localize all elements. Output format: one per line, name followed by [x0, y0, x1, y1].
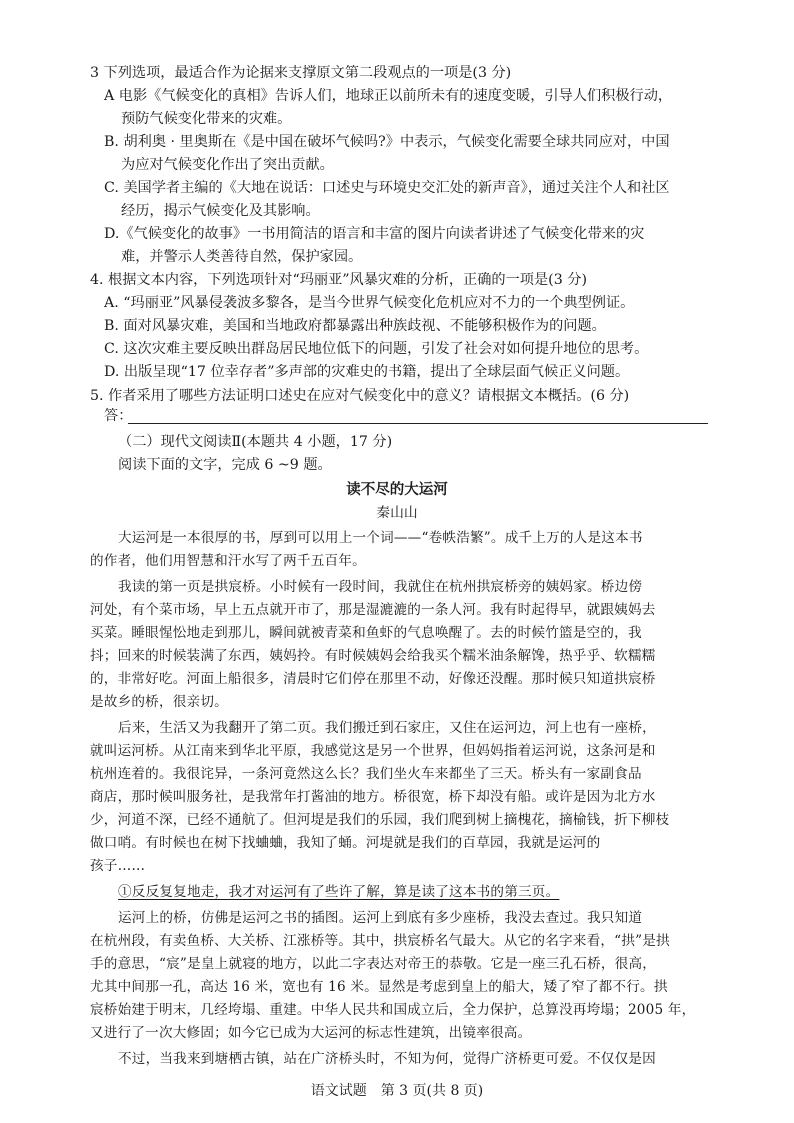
- passage-line: 宸桥始建于明末，几经垮塌、重建。中华人民共和国成立后，全力保护，总算没再垮塌；2005 年，: [90, 1002, 696, 1018]
- passage-line: 的，非常好吃。河面上船很多，清晨时它们停在那里不动，好像还没醒。那时候只知道拱宸桥: [90, 671, 656, 687]
- passage-line: 抖；回来的时候装满了东西，姨妈拎。有时候姨妈会给我买个糯米油条解馋，热乎乎、软糯糯: [90, 648, 656, 664]
- passage-title: 读不尽的大运河: [346, 481, 448, 498]
- question-3-option-d-cont: 难，并警示人类善待自然，保护家园。: [121, 249, 363, 265]
- passage-line: 后来，生活又为我翻开了第二页。我们搬迁到石家庄，又住在运河边，河上也有一座桥，: [118, 720, 656, 736]
- passage-line: 我读的第一页是拱宸桥。小时候有一段时间，我就住在杭州拱宸桥旁的姨妈家。桥边傍: [118, 579, 643, 595]
- passage-line: 的作者，他们用智慧和汗水写了两千五百年。: [90, 553, 366, 569]
- passage-line: 尤其中间那一孔，高达 16 米，宽也有 16 米。显然是考虑到皇上的船大，矮了窄了都不行。拱: [90, 979, 668, 995]
- page-footer: 语文试题 第 3 页(共 8 页): [310, 1083, 484, 1099]
- question-3-option-a-cont: 预防气候变化带来的灾难。: [121, 111, 292, 127]
- question-5-stem: 5. 作者采用了哪些方法证明口述史在应对气候变化中的意义？请根据文本概括。(6 分): [90, 388, 630, 404]
- underlined-sentence-1: ①反反复复地走，我才对运河有了些许了解，算是读了这本书的第三页。: [118, 884, 560, 900]
- question-3-option-b-cont: 为应对气候变化作出了突出贡献。: [121, 157, 334, 173]
- question-3-option-d: D.《气候变化的故事》一书用简洁的语言和丰富的图片向读者讲述了气候变化带来的灾: [104, 226, 645, 242]
- passage-line: 运河上的桥，仿佛是运河之书的插图。运河上到底有多少座桥，我没去查过。我只知道: [118, 910, 643, 926]
- passage-author: 秦山山: [376, 505, 418, 521]
- passage-line: 又进行了一次大修固；如今它已成为大运河的标志性建筑，出镜率很高。: [90, 1025, 532, 1041]
- question-4-option-d: D. 出版呈现“17 位幸存者”多声部的灾难史的书籍，提出了全球层面气候正义问题。: [104, 364, 630, 380]
- passage-line: 河处，有个菜市场，早上五点就开市了，那是湿漉漉的一条人河。我有时起得早，就跟姨妈去: [90, 602, 656, 618]
- passage-line: 商店，那时候叫服务社，是我常年打酱油的地方。桥很宽，桥下却没有船。或许是因为北方水: [90, 789, 656, 805]
- question-3-option-a: A 电影《气候变化的真相》告诉人们，地球正以前所未有的速度变暖，引导人们积极行动，: [104, 88, 673, 104]
- question-3-option-c: C. 美国学者主编的《大地在说话：口述史与环境史交汇处的新声音》，通过关注个人和社区: [104, 180, 670, 196]
- passage-line: 手的意思，“宸”是皇上就寝的地方，以此二字表达对帝王的恭敬。它是一座三孔石桥，很高，: [90, 956, 657, 972]
- passage-line: 少，河道不深，已经不通航了。但河堤是我们的乐园，我们爬到树上摘槐花，摘榆钱，折下柳枝: [90, 812, 670, 828]
- question-3-option-c-cont: 经历，揭示气候变化及其影响。: [121, 203, 320, 219]
- section-instruction: 阅读下面的文字，完成 6 ~9 题。: [118, 457, 332, 473]
- passage-line: 是故乡的桥，很亲切。: [90, 694, 228, 710]
- answer-line: [128, 423, 708, 424]
- passage-line: 孩子……: [90, 858, 146, 874]
- passage-line: 不过，当我来到塘栖古镇，站在广济桥头时，不知为何，觉得广济桥更可爱。不仅仅是因: [118, 1051, 656, 1067]
- passage-line: 就叫运河桥。从江南来到华北平原，我感觉这是另一个世界，但妈妈指着运河说，这条河是和: [90, 743, 656, 759]
- question-4-option-c: C. 这次灾难主要反映出群岛居民地位低下的问题，引发了社会对如何提升地位的思考。: [104, 341, 649, 357]
- question-4-option-b: B. 面对风暴灾难，美国和当地政府都暴露出种族歧视、不能够积极作为的问题。: [104, 318, 606, 334]
- question-4-option-a: A. “玛丽亚”风暴侵袭波多黎各，是当今世界气候变化危机应对不力的一个典型例证。: [104, 295, 635, 311]
- section-heading: （二）现代文阅读Ⅱ(本题共 4 小题，17 分): [118, 434, 393, 450]
- passage-line: 买菜。睡眼惺忪地走到那儿，瞬间就被青菜和鱼虾的气息唤醒了。去的时候竹篮是空的，我: [90, 625, 642, 641]
- passage-line: 杭州连着的。我很诧异，一条河竟然这么长？我们坐火车来都坐了三天。桥头有一家副食品: [90, 766, 642, 782]
- question-3-option-b: B. 胡利奥 · 里奥斯在《是中国在破坏气候吗?》中表示，气候变化需要全球共同应对，中国: [104, 134, 670, 150]
- passage-line: 大运河是一本很厚的书，厚到可以用上一个词——“卷帙浩繁”。成千上万的人是这本书: [118, 530, 643, 546]
- question-4-stem: 4. 根据文本内容，下列选项针对“玛丽亚”风暴灾难的分析，正确的一项是(3 分): [90, 272, 587, 288]
- answer-label: 答：: [104, 408, 133, 424]
- question-3-stem: 3 下列选项，最适合作为论据来支撑原文第二段观点的一项是(3 分): [90, 65, 512, 81]
- passage-line: 在杭州段，有卖鱼桥、大关桥、江涨桥等。其中，拱宸桥名气最大。从它的名字来看，“拱”是拱: [90, 933, 670, 949]
- passage-line: 做口哨。有时候也在树下找蛐蛐，我知了蛹。河堤就是我们的百草园，我就是运河的: [90, 835, 601, 851]
